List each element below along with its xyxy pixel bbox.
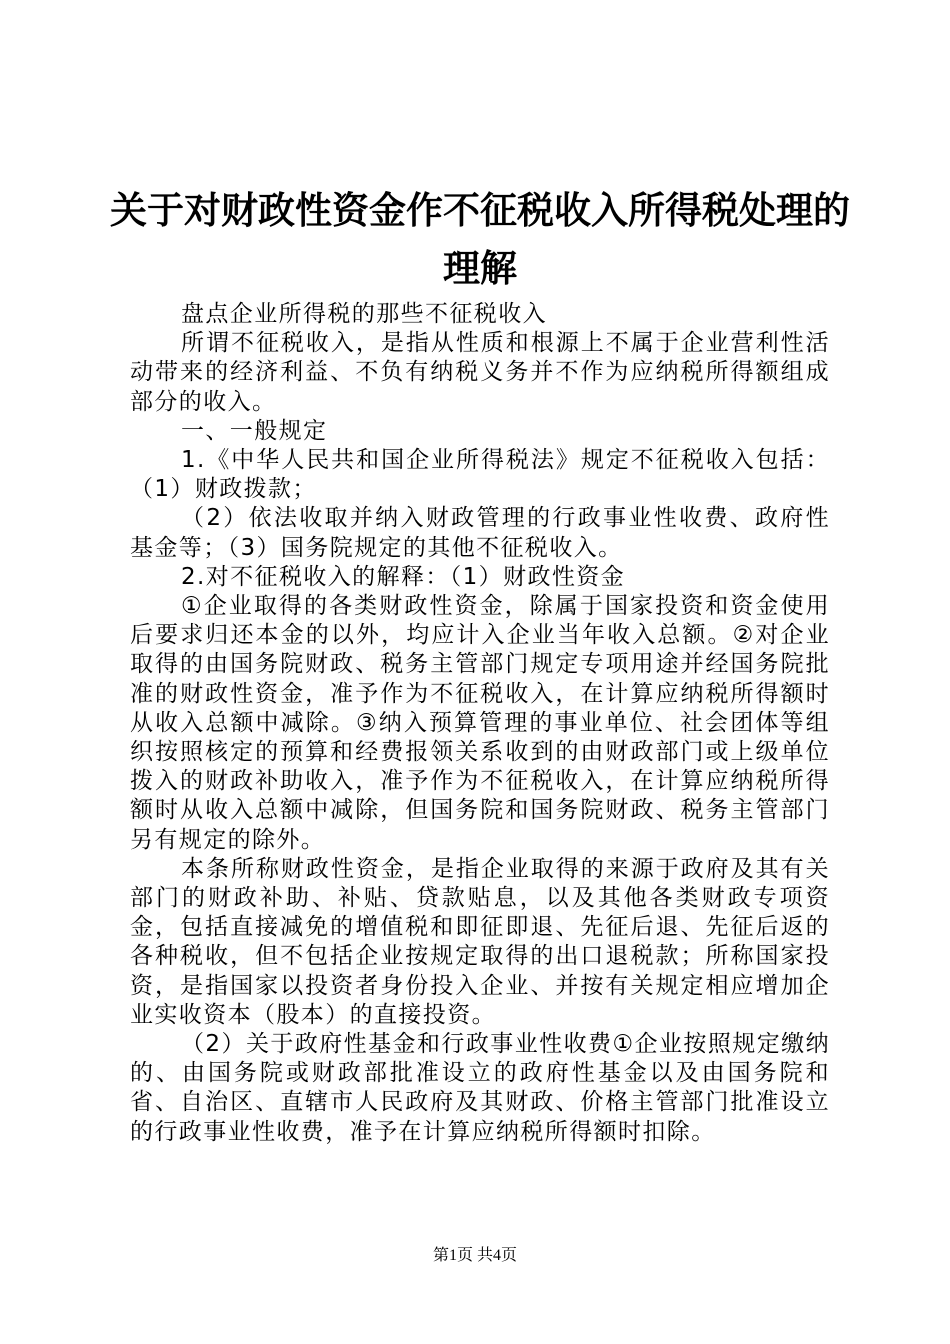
paragraph-fiscal-funds-definition: 本条所称财政性资金，是指企业取得的来源于政府及其有关部门的财政补助、补贴、贷款贴息，以及其他各类财政专项资金，包括直接减免的增值税和即征即退、先征后退、先征后返的各种税收，但不包括企业按规定取得的出口退税款；所称国家投资，是指国家以投资者身份投入企业、并按有关规定相应增加企业实收资本（股本）的直接投资。 (130, 855, 830, 1028)
paragraph-section-heading: 一、一般规定 (181, 417, 328, 444)
document-title-line-2: 理解 (443, 246, 517, 290)
paragraph-fiscal-funds: ①企业取得的各类财政性资金，除属于国家投资和资金使用后要求归还本金的以外，均应计入企业当年收入总额。②对企业取得的由国务院财政、税务主管部门规定专项用途并经国务院批准的财政性资金，准予作为不征税收入，在计算应纳税所得额时从收入总额中减除。③纳入预算管理的事业单位、社会团体等组织按照核定的预算和经费报领关系收到的由财政部门或上级单位拨入的财政补助收入，准予作为不征税收入，在计算应纳税所得额时从收入总额中减除，但国务院和国务院财政、税务主管部门另有规定的除外。 (130, 593, 830, 853)
paragraph-subtitle: 盘点企业所得税的那些不征税收入 (181, 301, 547, 327)
paragraph-definition: 所谓不征税收入，是指从性质和根源上不属于企业营利性活动带来的经济利益、不负有纳税义务并不作为应纳税所得额组成部分的收入。 (130, 330, 830, 415)
paragraph-government-funds: （2）关于政府性基金和行政事业性收费①企业按照规定缴纳的、由国务院或财政部批准设立的政府性基金以及由国务院和省、自治区、直辖市人民政府及其财政、价格主管部门批准设立的行政事业性收费，准予在计算应纳税所得额时扣除。 (130, 1031, 830, 1145)
paragraph-item-1-cont: （2）依法收取并纳入财政管理的行政事业性收费、政府性基金等；（3）国务院规定的其他不征税收入。 (130, 505, 830, 561)
paragraph-item-1: 1.《中华人民共和国企业所得税法》规定不征税收入包括：（1）财政拨款； (130, 447, 830, 503)
page-footer: 第1页 共4页 (432, 1247, 517, 1264)
document-title-line-1: 关于对财政性资金作不征税收入所得税处理的 (110, 188, 850, 232)
paragraph-item-2: 2.对不征税收入的解释：（1）财政性资金 (181, 563, 626, 590)
document-body (130, 300, 830, 1147)
